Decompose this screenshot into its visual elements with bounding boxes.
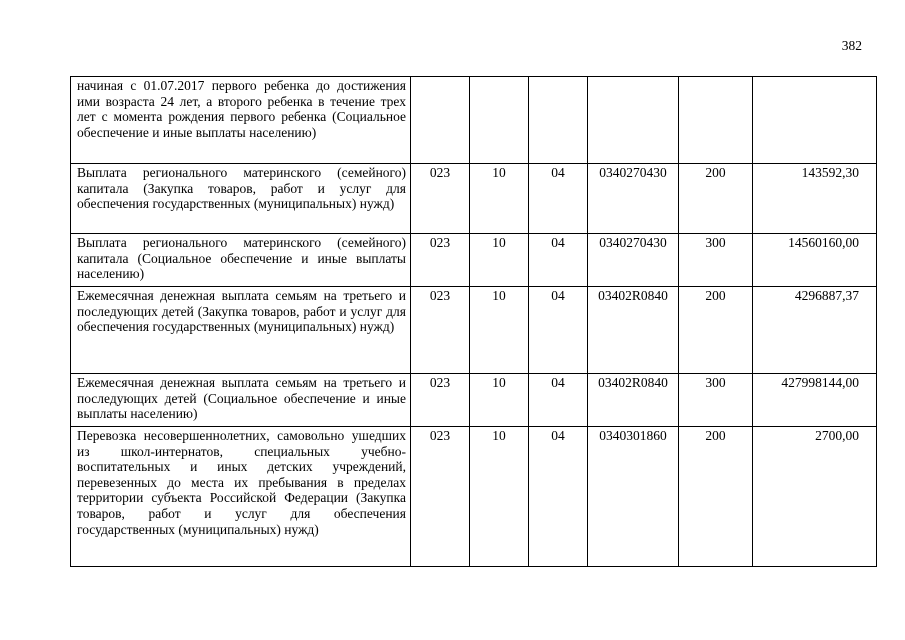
row-amount: 14560160,00: [753, 234, 877, 287]
row-expense-type: 200: [679, 427, 753, 567]
row-expense-type: [679, 77, 753, 164]
row-section-code: 10: [470, 287, 529, 374]
row-amount: 4296887,37: [753, 287, 877, 374]
row-description: Перевозка несовершеннолетних, самовольно ушедших из школ-интернатов, специальных учебно-воспитательных и иных детских учреждений, перевезенных до места их пребывания в пределах территории субъекта Российской Федерации (Закупка товаров, работ и услуг для обеспечения государственных (муниципальных) нужд): [71, 427, 411, 567]
row-target-article: 0340270430: [588, 164, 679, 234]
row-subsection-code: 04: [529, 427, 588, 567]
row-target-article: 03402R0840: [588, 287, 679, 374]
row-subsection-code: 04: [529, 234, 588, 287]
row-target-article: 0340270430: [588, 234, 679, 287]
row-description: Выплата регионального материнского (семейного) капитала (Социальное обеспечение и иные выплаты населению): [71, 234, 411, 287]
page-number: 382: [841, 38, 862, 53]
row-ministry-code: 023: [411, 287, 470, 374]
budget-table: [70, 76, 877, 567]
row-description: Ежемесячная денежная выплата семьям на третьего и последующих детей (Закупка товаров, работ и услуг для обеспечения государственных (муниципальных) нужд): [71, 287, 411, 374]
table-row: [71, 427, 877, 567]
row-subsection-code: [529, 77, 588, 164]
row-section-code: [470, 77, 529, 164]
row-target-article: [588, 77, 679, 164]
table-row: [71, 77, 877, 164]
row-section-code: 10: [470, 234, 529, 287]
row-target-article: 03402R0840: [588, 374, 679, 427]
row-section-code: 10: [470, 374, 529, 427]
row-amount: 2700,00: [753, 427, 877, 567]
row-target-article: 0340301860: [588, 427, 679, 567]
row-ministry-code: 023: [411, 427, 470, 567]
row-amount: 427998144,00: [753, 374, 877, 427]
row-amount: 143592,30: [753, 164, 877, 234]
row-expense-type: 300: [679, 234, 753, 287]
row-ministry-code: 023: [411, 164, 470, 234]
row-section-code: 10: [470, 427, 529, 567]
row-description: начиная с 01.07.2017 первого ребенка до достижения ими возраста 24 лет, а второго ребенка в течение трех лет с момента рождения первого ребенка (Социальное обеспечение и иные выплаты населению): [71, 77, 411, 164]
row-amount: [753, 77, 877, 164]
row-expense-type: 200: [679, 164, 753, 234]
table-row: [71, 287, 877, 374]
row-ministry-code: 023: [411, 374, 470, 427]
table-row: [71, 164, 877, 234]
table-row: [71, 374, 877, 427]
row-subsection-code: 04: [529, 287, 588, 374]
row-description: Ежемесячная денежная выплата семьям на третьего и последующих детей (Социальное обеспечение и иные выплаты населению): [71, 374, 411, 427]
row-ministry-code: [411, 77, 470, 164]
row-subsection-code: 04: [529, 374, 588, 427]
row-description: Выплата регионального материнского (семейного) капитала (Закупка товаров, работ и услуг для обеспечения государственных (муниципальных) нужд): [71, 164, 411, 234]
row-expense-type: 300: [679, 374, 753, 427]
row-ministry-code: 023: [411, 234, 470, 287]
table-row: [71, 234, 877, 287]
row-section-code: 10: [470, 164, 529, 234]
row-subsection-code: 04: [529, 164, 588, 234]
row-expense-type: 200: [679, 287, 753, 374]
